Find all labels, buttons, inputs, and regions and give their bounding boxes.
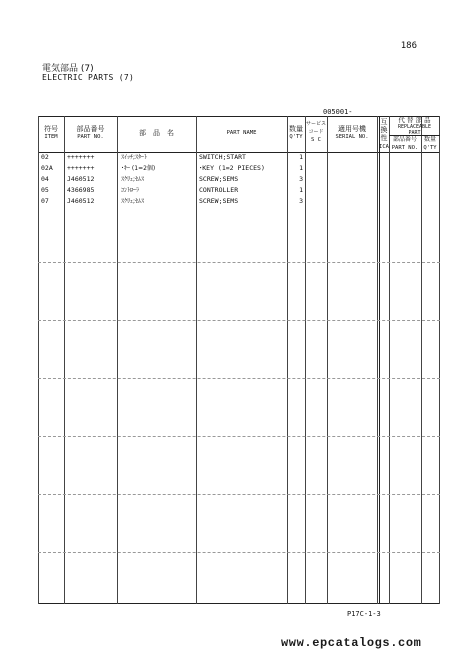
header-part-no-en: PART NO. <box>77 134 104 140</box>
quantity: 3 <box>299 197 303 205</box>
part-name-en: SCREW;SEMS <box>199 175 239 183</box>
quantity: 3 <box>299 175 303 183</box>
header-item-jp: 符号 <box>44 125 58 133</box>
header-service-code <box>305 120 327 144</box>
header-item <box>38 125 64 141</box>
header-serial-en: SERIAL NO. <box>335 134 369 140</box>
item-number: 04 <box>41 175 49 183</box>
header-item-en: ITEM <box>44 134 58 140</box>
header-rep-part-no-jp: 部品番号 <box>392 136 417 143</box>
watermark: www.epcatalogs.com <box>281 636 422 650</box>
table-row <box>38 153 440 162</box>
part-name-en: SCREW;SEMS <box>199 197 239 205</box>
quantity: 1 <box>299 153 303 161</box>
part-name-en: CONTROLLER <box>199 186 239 194</box>
part-name-jp: ｺﾝﾄﾛｰﾗ <box>121 187 140 194</box>
header-service-jp-1: サービス <box>305 121 326 127</box>
part-name-jp: ･ｷｰ (1=2個) <box>121 165 156 172</box>
header-qty <box>287 125 305 141</box>
part-number: J460512 <box>67 175 95 183</box>
part-name-jp: ｽｸﾘｭ;ｾﾑｽ <box>121 198 145 205</box>
header-qty-en: Q'TY <box>289 134 303 140</box>
header-part-name-en-text: PART NAME <box>226 130 257 136</box>
part-number: J460512 <box>67 197 95 205</box>
part-name-en: SWITCH;START <box>199 153 246 161</box>
quantity: 1 <box>299 186 303 194</box>
part-number: +++++++ <box>67 153 95 161</box>
serial-range: 005001- <box>323 108 353 116</box>
header-rep-qty-en: Q'TY <box>423 145 437 151</box>
header-replaceable-jp: 代 替 部 品 <box>398 116 431 124</box>
table-row <box>38 164 440 173</box>
header-serial <box>327 125 377 141</box>
part-name-jp: ｽｲｯﾁ;ｽﾀｰﾄ <box>121 154 148 161</box>
item-number: 02A <box>41 164 53 172</box>
part-name-jp: ｽｸﾘｭ;ｾﾑｽ <box>121 176 145 183</box>
header-rep-part-no-en: PART NO. <box>391 145 419 151</box>
item-number: 02 <box>41 153 49 161</box>
header-ica-jp: 互換性 <box>380 118 388 142</box>
table-row <box>38 175 440 184</box>
page-title-jp: 電気部品 (7) <box>42 64 94 74</box>
header-qty-jp: 数量 <box>289 125 303 133</box>
item-number: 05 <box>41 186 49 194</box>
header-part-name-en <box>196 129 287 137</box>
header-part-no <box>64 125 117 141</box>
header-ica-en-text: ICA <box>379 144 389 150</box>
parts-table <box>38 116 440 604</box>
table-row <box>38 186 440 195</box>
part-name-en: ･KEY (1=2 PIECES) <box>199 164 265 172</box>
item-number: 07 <box>41 197 49 205</box>
page-number: 186 <box>400 41 417 51</box>
part-number: 4366985 <box>67 186 95 194</box>
header-part-no-jp: 部品番号 <box>76 125 105 133</box>
page-title-en: ELECTRIC PARTS (7) <box>42 73 135 82</box>
part-number: +++++++ <box>67 164 95 172</box>
header-service-en: S C <box>311 137 321 143</box>
quantity: 1 <box>299 164 303 172</box>
header-service-jp-2: コード <box>308 129 324 135</box>
header-rep-qty-jp: 数量 <box>423 136 436 143</box>
header-part-name-jp: 部 品 名 <box>139 129 174 137</box>
header-replaceable-en-1: REPLACEABLE <box>397 124 432 130</box>
header-serial-jp: 適用号機 <box>338 125 366 133</box>
header-rep-part-no <box>389 136 421 152</box>
table-row <box>38 197 440 206</box>
header-ica <box>379 118 389 142</box>
header-rep-qty <box>421 136 439 152</box>
footer-code: P17C-1-3 <box>347 610 381 618</box>
header-replaceable <box>389 117 440 136</box>
header-replaceable-en-2: PART <box>408 130 421 136</box>
